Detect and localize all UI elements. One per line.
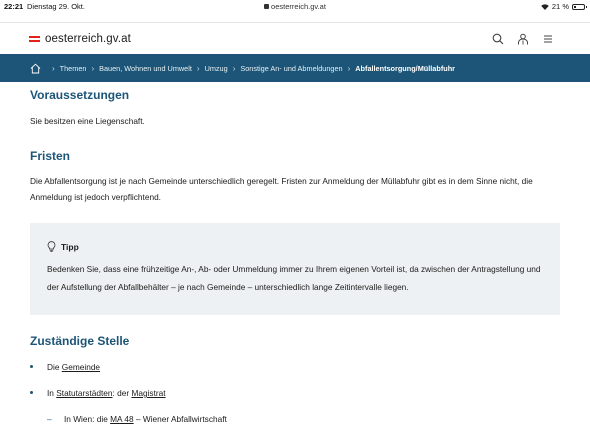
list-item-text: : der <box>112 388 132 398</box>
chevron-right-icon: › <box>52 63 55 73</box>
tip-text: Bedenken Sie, dass eine frühzeitige An-, Ab- oder Ummeldung immer zu Ihrem eigenen Vorteil ist, da zwischen der Antragstellung und der Aufstellung der Abfallbehälter – je nach Gemeinde – unterschiedlich lange Zeitintervalle liegen. <box>47 264 541 292</box>
status-time: 22:21 <box>4 2 24 11</box>
breadcrumb-item[interactable]: Bauen, Wohnen und Umwelt <box>99 63 192 73</box>
austria-flag-icon <box>29 36 40 43</box>
breadcrumb <box>0 54 590 82</box>
bullet <box>30 391 33 394</box>
list-item-text: In <box>47 388 57 398</box>
link-ma48[interactable]: MA 48 <box>110 414 134 424</box>
section-text-voraussetzungen: Sie besitzen eine Liegenschaft. <box>30 116 145 126</box>
breadcrumb-item[interactable]: Umzug <box>204 63 228 73</box>
menu-icon[interactable] <box>542 32 554 44</box>
chevron-right-icon: › <box>232 63 236 73</box>
home-icon[interactable] <box>30 63 41 74</box>
search-icon[interactable] <box>492 32 504 44</box>
list-item-text: Die <box>47 362 62 372</box>
sub-list-item <box>30 411 560 437</box>
chevron-right-icon: › <box>347 63 351 73</box>
address-bar[interactable] <box>0 2 590 11</box>
section-heading-voraussetzungen: Voraussetzungen <box>30 88 130 102</box>
breadcrumb-current: Abfallentsorgung/Müllabfuhr <box>355 63 455 73</box>
list-item <box>30 359 560 385</box>
site-logo[interactable] <box>29 33 131 45</box>
lock-icon <box>264 4 269 9</box>
section-text-fristen: Die Abfallentsorgung ist je nach Gemeinde unterschiedlich geregelt. Fristen zur Anmeldung der Müllabfuhr gibt es in dem Sinne nicht, die Anmeldung ist jedoch verpflichtend. <box>30 176 533 202</box>
wifi-icon <box>541 4 549 10</box>
section-heading-zustaendige-stelle: Zuständige Stelle <box>30 334 130 348</box>
list-item-text: In Wien: die <box>64 414 111 424</box>
link-gemeinde[interactable]: Gemeinde <box>61 362 101 372</box>
chevron-right-icon: › <box>196 63 200 73</box>
bullet <box>30 365 33 368</box>
section-heading-fristen: Fristen <box>30 149 71 163</box>
site-name: oesterreich.gv.at <box>45 33 131 45</box>
authority-list <box>30 359 560 437</box>
address-url: oesterreich.gv.at <box>271 2 326 11</box>
list-item-text: – Wiener Abfallwirtschaft <box>133 414 227 424</box>
link-magistrat[interactable]: Magistrat <box>131 388 166 398</box>
status-date: Dienstag 29. Okt. <box>27 2 85 11</box>
tip-title: Tipp <box>61 241 79 252</box>
breadcrumb-item[interactable]: Sonstige An- und Abmeldungen <box>240 63 343 73</box>
chevron-right-icon: › <box>91 63 95 73</box>
site-header <box>0 22 590 54</box>
list-item <box>30 385 560 411</box>
dash-marker: – <box>47 414 52 424</box>
link-statutarstaedten[interactable]: Statutarstädten <box>56 388 113 398</box>
user-icon[interactable] <box>517 32 529 44</box>
lightbulb-icon <box>47 241 56 252</box>
tip-box <box>30 223 560 315</box>
battery-percent: 21 % <box>551 2 569 11</box>
status-bar <box>0 0 590 12</box>
battery-icon <box>572 4 585 10</box>
breadcrumb-item[interactable]: Themen <box>59 63 87 73</box>
